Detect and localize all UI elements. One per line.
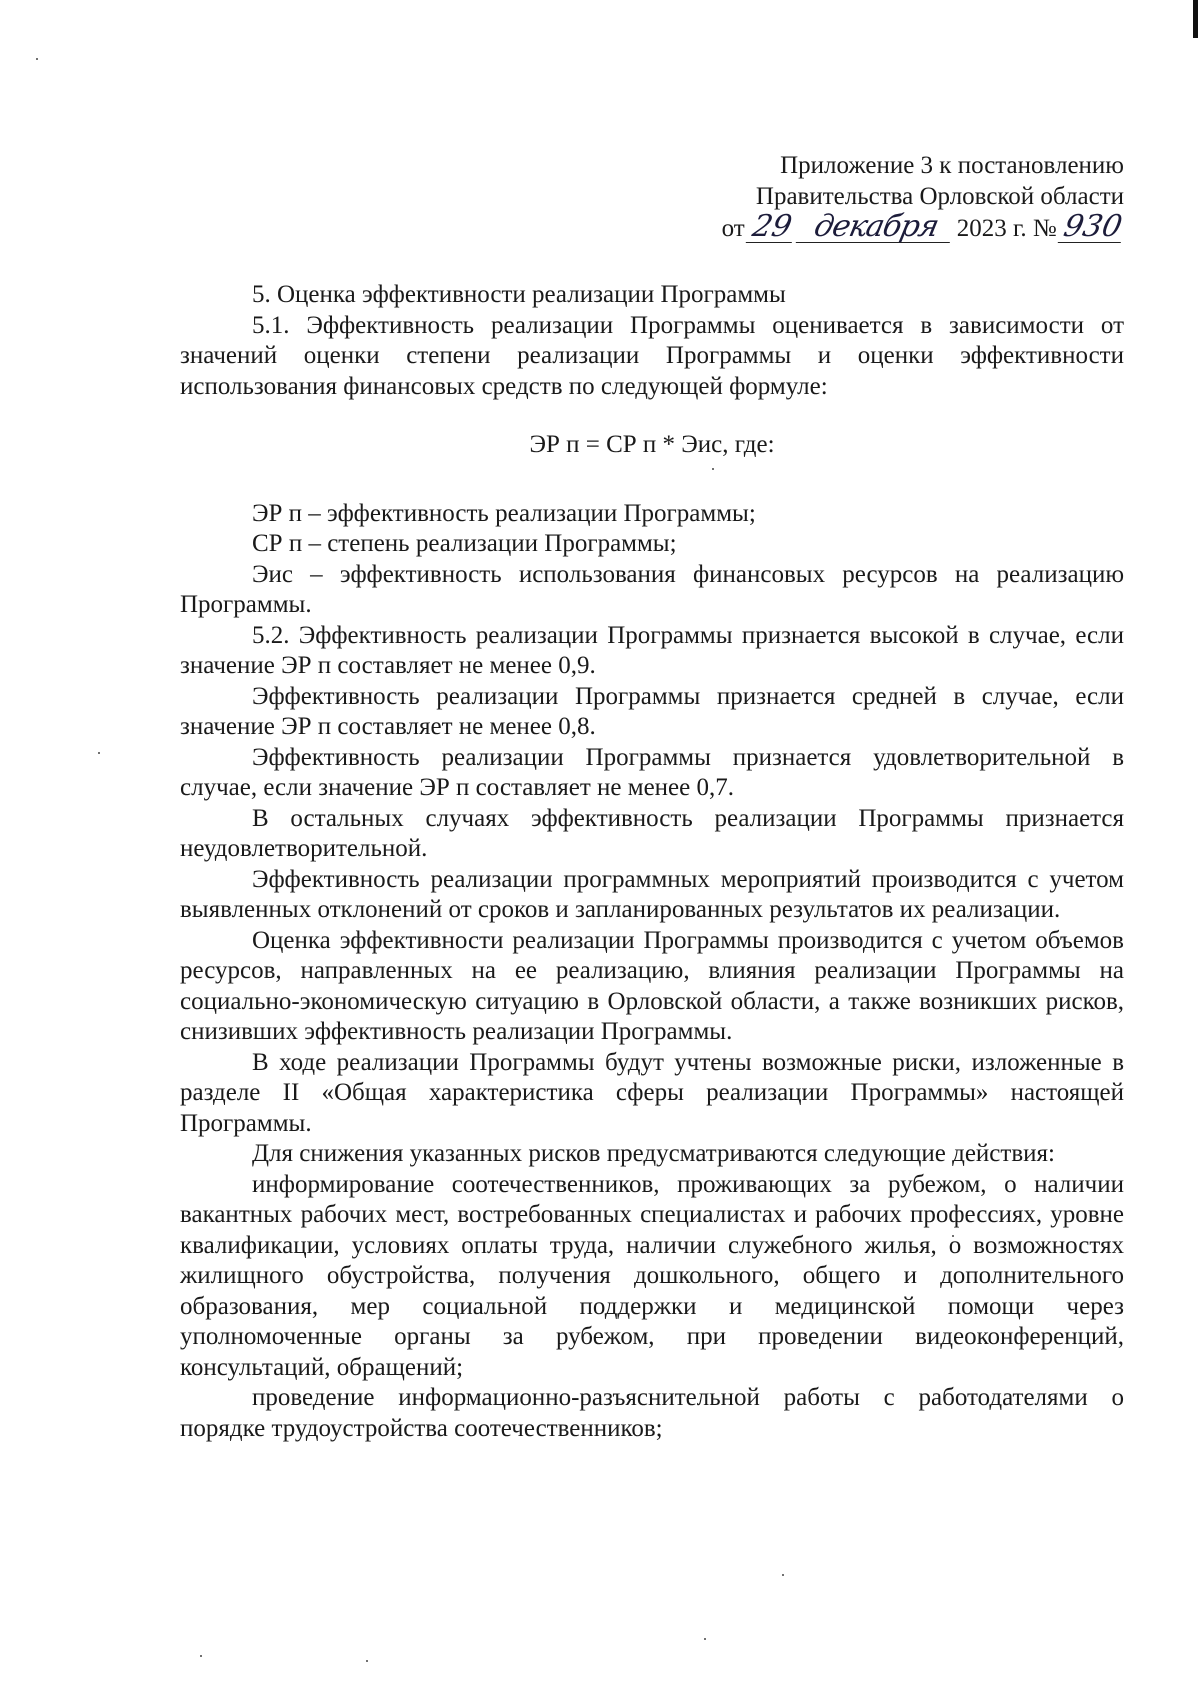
paragraph-5-1: 5.1. Эффективность реализации Программы оценивается в зависимости от значений оценки степени реализации Программы и оценки эффективности использования финансовых средств по следующей формуле: (180, 311, 1124, 400)
scan-speck (36, 58, 38, 60)
paragraph-5-2: 5.2. Эффективность реализации Программы признается высокой в случае, если значение ЭР п составляет не менее 0,9. (180, 621, 1124, 679)
scan-speck (98, 752, 100, 754)
definition-er: ЭР п – эффективность реализации Программы; (252, 499, 756, 527)
scan-speck (366, 1660, 368, 1662)
appendix-authority: Правительства Орловской области (755, 183, 1124, 210)
scan-speck (200, 1655, 202, 1657)
handwritten-doc-number: 930 (1057, 212, 1127, 243)
paragraph-risks: В ходе реализации Программы будут учтены возможные риски, изложенные в разделе II «Общая характеристика сферы реализации Программы» настоящей Программы. (180, 1048, 1124, 1137)
date-prefix: от (721, 215, 745, 242)
scan-speck (782, 1574, 784, 1576)
efficiency-formula: ЭР п = СР п * Эис, где: (529, 431, 775, 458)
appendix-header (722, 150, 1124, 244)
appendix-date-line (721, 209, 1125, 244)
handwritten-month: декабря (795, 212, 956, 243)
paragraph-informing: информирование соотечественников, проживающих за рубежом, о наличии вакантных рабочих мест, востребованных специалистах и рабочих профессиях, уровне квалификации, условиях оплаты труда, наличии служебного жилья, о возможностях жилищного обустройства, получения дошкольного, общего и дополнительного образования, мер социальной поддержки и медицинской помощи через уполномоченные органы за рубежом, при проведении видеоконференций, консультаций, обращений; (180, 1170, 1124, 1381)
definition-eis: Эис – эффективность использования финансовых ресурсов на реализацию Программы. (180, 560, 1124, 618)
handwritten-day: 29 (745, 212, 798, 243)
appendix-title: Приложение 3 к постановлению (780, 152, 1124, 179)
section-title: 5. Оценка эффективности реализации Программы (252, 281, 786, 308)
formula-definitions (180, 499, 1124, 621)
paragraph-assessment: Оценка эффективности реализации Программы производится с учетом объемов ресурсов, направленных на ее реализацию, влияния реализации Программы на социально-экономическую ситуацию в Орловской области, а также возникших рисков, снизивших эффективность реализации Программы. (180, 926, 1124, 1045)
date-year-text: 2023 г. № (956, 215, 1057, 242)
scan-edge-mark (1193, 0, 1198, 38)
definition-sr: СР п – степень реализации Программы; (252, 530, 677, 557)
paragraph-unsatisfactory: В остальных случаях эффективность реализации Программы признается неудовлетворительной. (180, 804, 1124, 862)
paragraph-events: Эффективность реализации программных мероприятий производится с учетом выявленных отклонений от сроков и запланированных результатов их реализации. (180, 865, 1124, 923)
paragraph-employers: проведение информационно-разъяснительной работы с работодателями о порядке трудоустройства соотечественников; (180, 1384, 1124, 1442)
paragraph-actions: Для снижения указанных рисков предусматриваются следующие действия: (252, 1140, 1055, 1167)
document-body (180, 280, 1124, 1444)
paragraph-satisfactory: Эффективность реализации Программы признается удовлетворительной в случае, если значение ЭР п составляет не менее 0,7. (180, 743, 1124, 801)
scan-speck (704, 1638, 706, 1640)
paragraph-medium: Эффективность реализации Программы признается средней в случае, если значение ЭР п составляет не менее 0,8. (180, 682, 1124, 740)
